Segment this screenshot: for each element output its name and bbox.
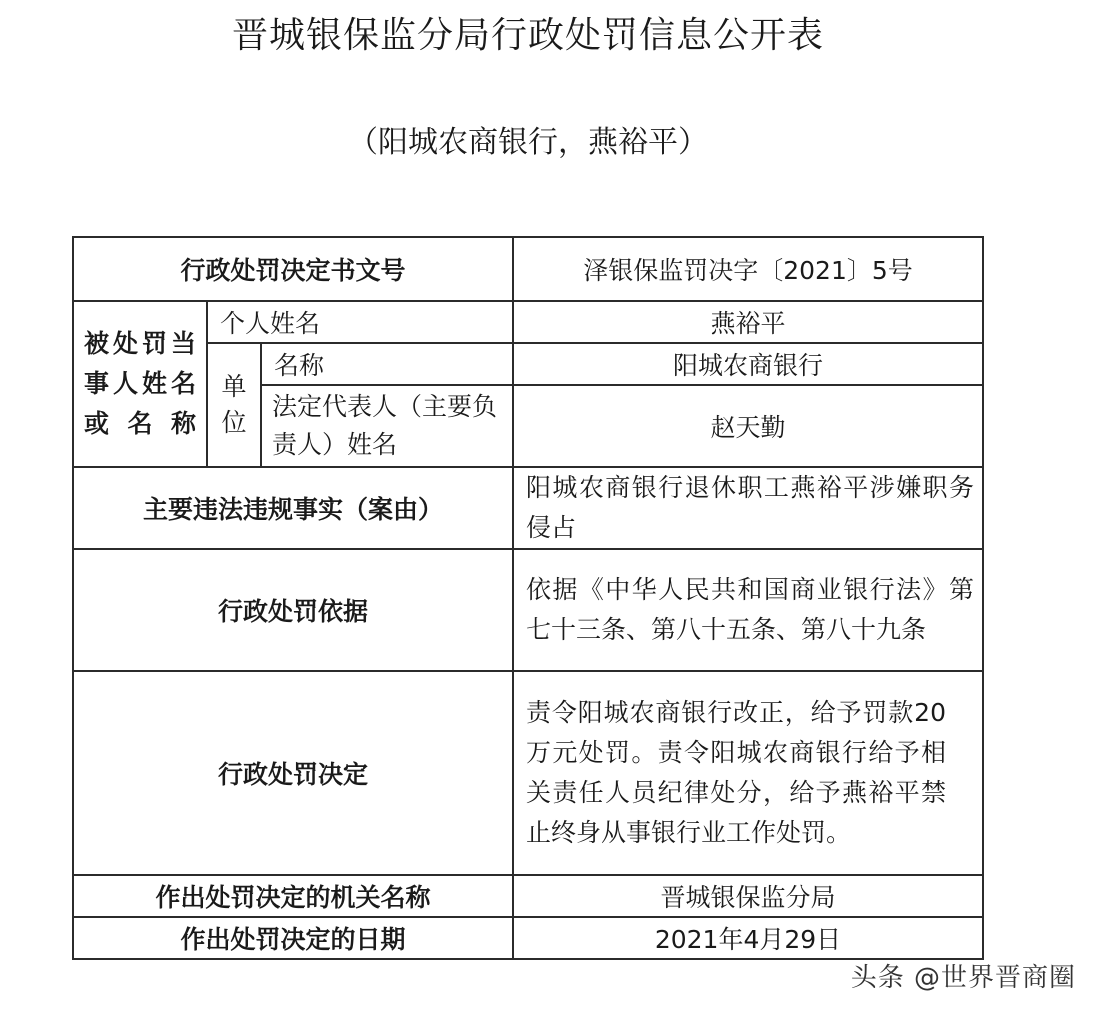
unit-label-text: 单位 (221, 372, 247, 437)
table-row-facts (73, 467, 983, 549)
decision-value: 责令阳城农商银行改正，给予罚款20万元处罚。责令阳城农商银行给予相关责任人员纪律处分，给予燕裕平禁止终身从事银行业工作处罚。 (513, 671, 983, 875)
table-row-decision-no (73, 237, 983, 301)
authority-label: 作出处罚决定的机关名称 (73, 875, 513, 917)
party-label (73, 301, 207, 467)
table-row-date (73, 917, 983, 959)
table-row-individual (73, 301, 983, 343)
unit-name-label: 名称 (261, 343, 513, 385)
individual-name-value: 燕裕平 (513, 301, 983, 343)
table-row-authority (73, 875, 983, 917)
unit-name-value: 阳城农商银行 (513, 343, 983, 385)
authority-value: 晋城银保监分局 (513, 875, 983, 917)
legal-rep-label: 法定代表人（主要负责人）姓名 (261, 385, 513, 467)
unit-label (207, 343, 261, 467)
decision-no-value: 泽银保监罚决字〔2021〕5号 (513, 237, 983, 301)
table-row-unit-name (73, 343, 983, 385)
decision-label: 行政处罚决定 (73, 671, 513, 875)
legal-rep-value: 赵天勤 (513, 385, 983, 467)
decision-no-label: 行政处罚决定书文号 (73, 237, 513, 301)
date-value: 2021年4月29日 (513, 917, 983, 959)
page-subtitle: （阳城农商银行，燕裕平） (348, 125, 708, 160)
table-row-decision (73, 671, 983, 875)
facts-label: 主要违法违规事实（案由） (73, 467, 513, 549)
source-watermark: 头条 @世界晋商圈 (850, 963, 1076, 993)
basis-label: 行政处罚依据 (73, 549, 513, 671)
date-label: 作出处罚决定的日期 (73, 917, 513, 959)
facts-value: 阳城农商银行退休职工燕裕平涉嫌职务侵占 (513, 467, 983, 549)
party-label-text: 被处罚当事人姓名或名称 (84, 329, 196, 438)
page-title: 晋城银保监分局行政处罚信息公开表 (231, 15, 824, 56)
table-row-basis (73, 549, 983, 671)
basis-value: 依据《中华人民共和国商业银行法》第七十三条、第八十五条、第八十九条 (513, 549, 983, 671)
individual-name-label: 个人姓名 (207, 301, 513, 343)
penalty-info-table (72, 236, 984, 960)
